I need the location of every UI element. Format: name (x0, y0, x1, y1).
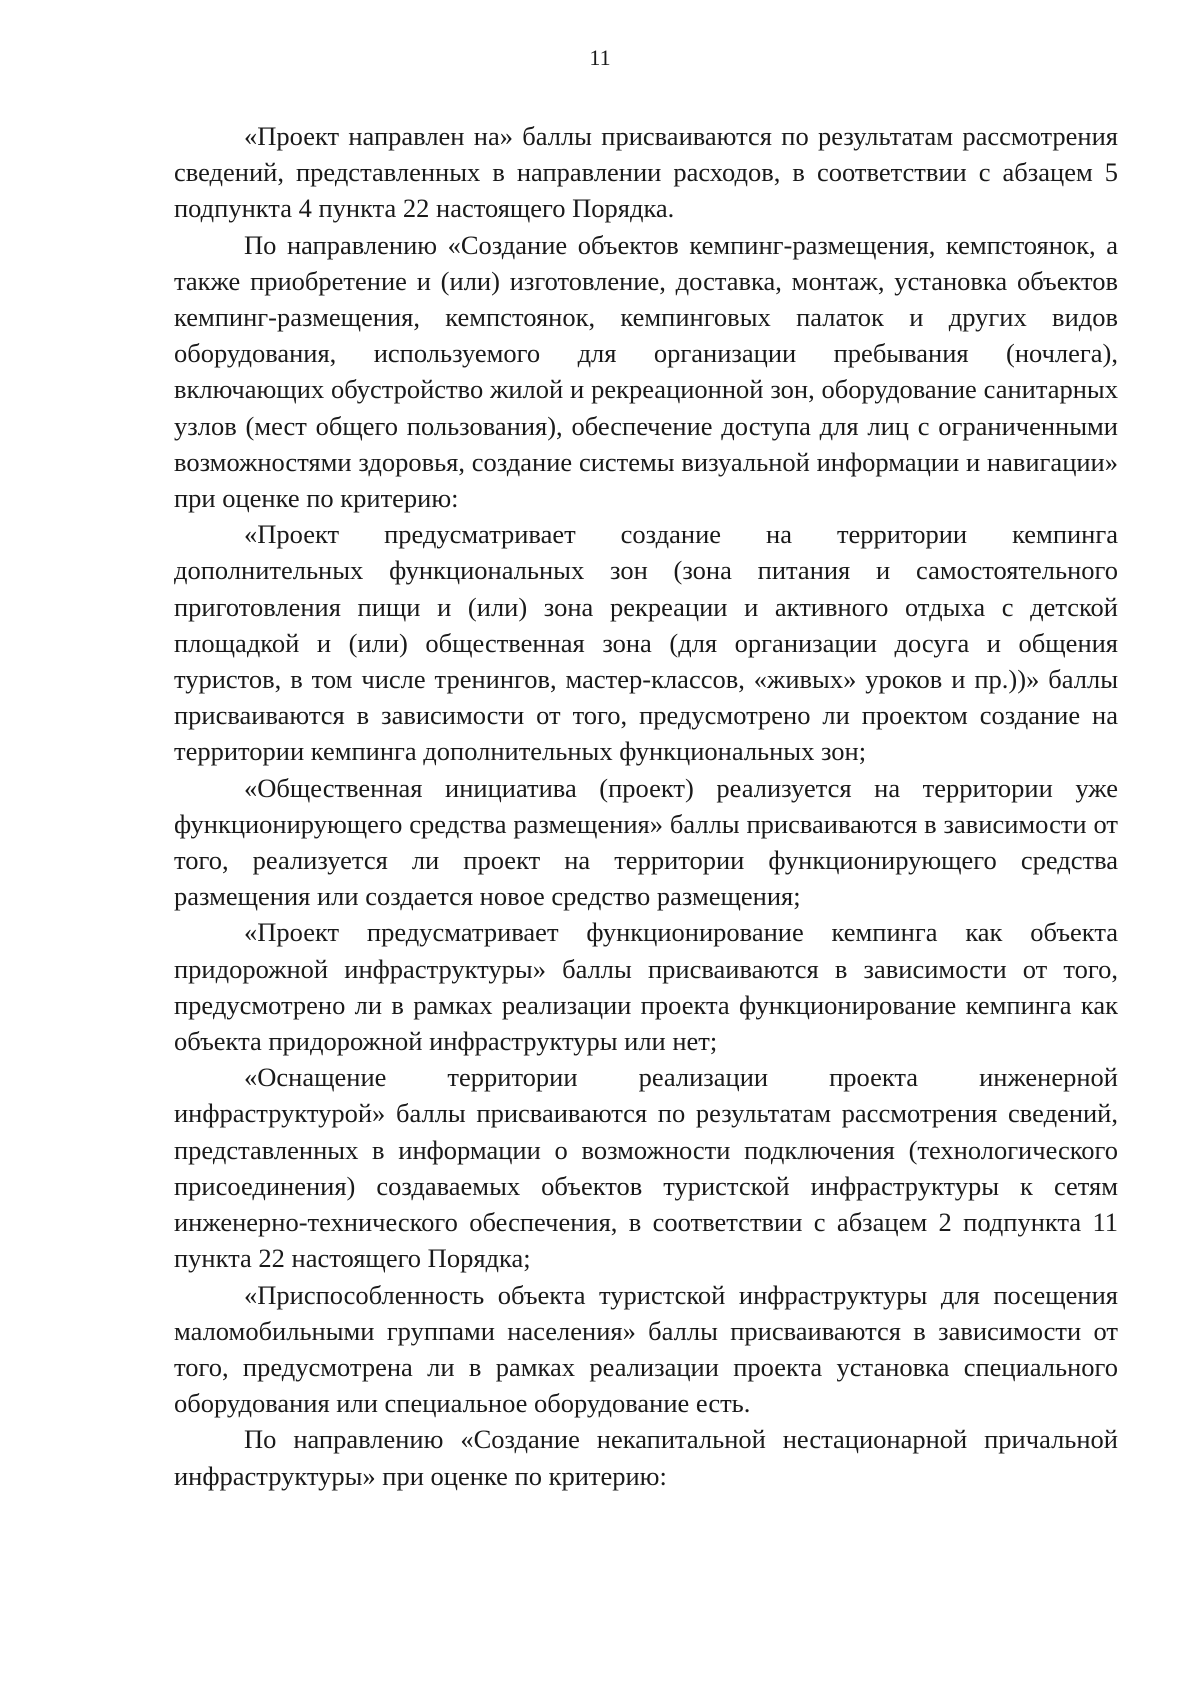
paragraph-2: По направлению «Создание объектов кемпинг-размещения, кемпстоянок, а также приобретение и (или) изготовление, доставка, монтаж, установка объектов кемпинг-размещения, кемпстоянок, кемпинговых палаток и других видов оборудования, используемого для организации пребывания (ночлега), включающих обустройство жилой и рекреационной зон, оборудование санитарных узлов (мест общего пользования), обеспечение доступа для лиц с ограниченными возможностями здоровья, создание системы визуальной информации и навигации» при оценке по критерию: (174, 229, 1118, 514)
paragraph-5: «Проект предусматривает функционирование кемпинга как объекта придорожной инфраструктуры» баллы присваиваются в зависимости от того, предусмотрено ли в рамках реализации проекта функционирование кемпинга как объекта придорожной инфраструктуры или нет; (174, 917, 1118, 1057)
paragraph-4: «Общественная инициатива (проект) реализуется на территории уже функционирующего средства размещения» баллы присваиваются в зависимости от того, реализуется ли проект на территории функционирующего средства размещения или создается новое средство размещения; (174, 772, 1118, 912)
paragraph-1: «Проект направлен на» баллы присваиваются по результатам рассмотрения сведений, представленных в направлении расходов, в соответствии с абзацем 5 подпункта 4 пункта 22 настоящего Порядка. (174, 121, 1118, 224)
paragraph-7: «Приспособленность объекта туристской инфраструктуры для посещения маломобильными группами населения» баллы присваиваются в зависимости от того, предусмотрена ли в рамках реализации проекта установка специального оборудования или специальное оборудование есть. (174, 1279, 1118, 1419)
document-body (174, 118, 1118, 1494)
paragraph-3: «Проект предусматривает создание на территории кемпинга дополнительных функциональных зон (зона питания и самостоятельного приготовления пищи и (или) зона рекреации и активного отдыха с детской площадкой и (или) общественная зона (для организации досуга и общения туристов, в том числе тренингов, мастер-классов, «живых» уроков и пр.))» баллы присваиваются в зависимости от того, предусмотрено ли проектом создание на территории кемпинга дополнительных функциональных зон; (174, 519, 1118, 767)
paragraph-6: «Оснащение территории реализации проекта инженерной инфраструктурой» баллы присваиваются по результатам рассмотрения сведений, представленных в информации о возможности подключения (технологического присоединения) создаваемых объектов туристской инфраструктуры к сетям инженерно-технического обеспечения, в соответствии с абзацем 2 подпункта 11 пункта 22 настоящего Порядка; (174, 1062, 1118, 1274)
page-number: 11 (589, 45, 611, 70)
paragraph-8: По направлению «Создание некапитальной нестационарной причальной инфраструктуры» при оценке по критерию: (174, 1424, 1118, 1491)
